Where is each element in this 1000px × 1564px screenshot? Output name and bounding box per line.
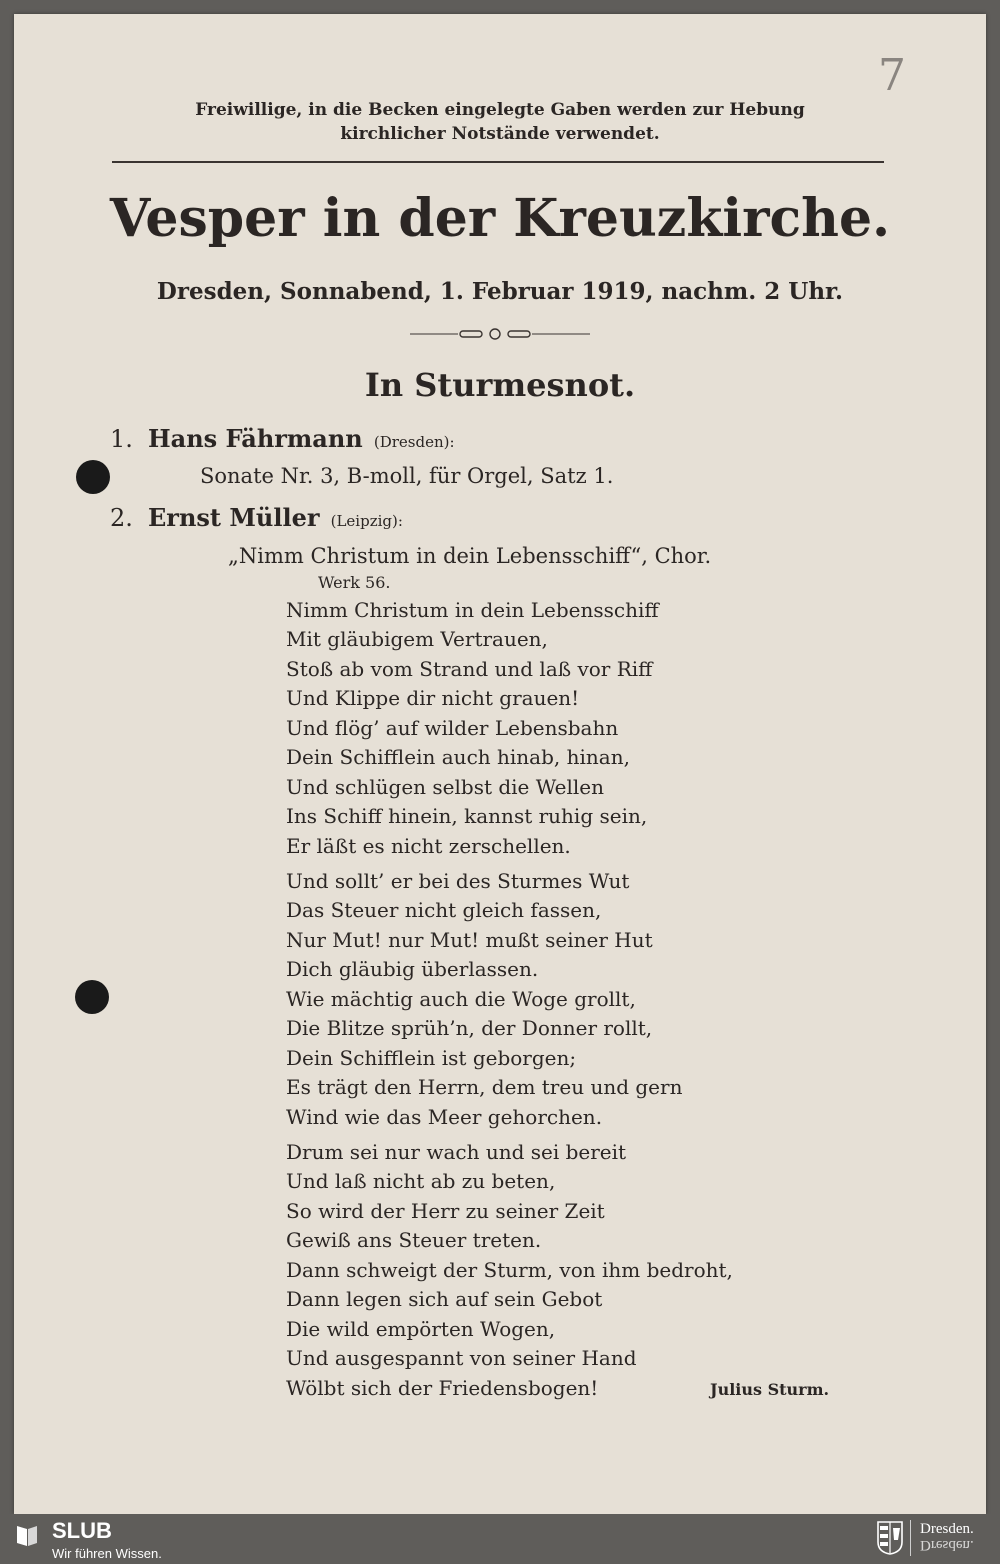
poem-line: Die wild empörten Wogen, — [286, 1317, 556, 1341]
page-number-mark — [856, 44, 916, 104]
composer-name: Ernst Müller — [148, 503, 320, 532]
event-date-line: Dresden, Sonnabend, 1. Februar 1919, nachm. 2 Uhr. — [156, 278, 844, 305]
program-item-1-work: Sonate Nr. 3, B-moll, für Orgel, Satz 1. — [200, 464, 614, 488]
poem-line: Gewiß ans Steuer treten. — [286, 1228, 542, 1252]
footer-separator — [910, 1520, 911, 1556]
composer-city: (Dresden): — [373, 433, 455, 451]
poem-line: Und laß nicht ab zu beten, — [286, 1169, 556, 1193]
slub-brand: SLUB — [52, 1518, 112, 1543]
program-item-number: 1. — [110, 425, 133, 453]
composer-name: Hans Fährmann — [148, 424, 363, 453]
offering-notice-line-2: kirchlicher Notstände verwendet. — [340, 124, 660, 144]
poem-line: Mit gläubigem Vertrauen, — [286, 627, 548, 651]
poem-line: Und ausgespannt von seiner Hand — [286, 1346, 637, 1370]
poem-line: So wird der Herr zu seiner Zeit — [286, 1199, 605, 1223]
section-title: In Sturmesnot. — [364, 366, 636, 404]
offering-notice — [0, 98, 1000, 146]
poem-line: Die Blitze sprüh’n, der Donner rollt, — [286, 1016, 653, 1040]
poem-line: Und Klippe dir nicht grauen! — [286, 686, 580, 710]
page-title: Vesper in der Kreuzkirche. — [109, 188, 891, 249]
program-item-number: 2. — [110, 504, 133, 532]
dresden-wordmark-line-2: Dresden. — [920, 1537, 974, 1553]
header-rule — [112, 161, 884, 163]
dresden-wordmark — [920, 1522, 974, 1552]
dresden-crest-icon — [876, 1520, 904, 1556]
poem-line: Stoß ab vom Strand und laß vor Riff — [286, 657, 653, 681]
ornament-divider — [410, 326, 590, 342]
poem-line: Und schlügen selbst die Wellen — [286, 775, 605, 799]
poem-line: Wind wie das Meer gehorchen. — [286, 1105, 603, 1129]
poem-line: Ins Schiff hinein, kannst ruhig sein, — [286, 804, 648, 828]
punch-hole — [76, 460, 110, 494]
program-item-1-heading — [110, 424, 455, 453]
poem-line: Dann legen sich auf sein Gebot — [286, 1287, 603, 1311]
svg-text:7: 7 — [878, 50, 906, 101]
punch-hole — [75, 980, 109, 1014]
poem-line: Dann schweigt der Sturm, von ihm bedroht, — [286, 1258, 733, 1282]
poem-author: Julius Sturm. — [710, 1380, 830, 1399]
poem-line: Nimm Christum in dein Lebensschiff — [286, 598, 659, 622]
poem-line: Dein Schifflein auch hinab, hinan, — [286, 745, 630, 769]
poem-line: Wölbt sich der Friedensbogen! — [286, 1376, 599, 1400]
program-item-2-work: „Nimm Christum in dein Lebensschiff“, Chor. — [228, 544, 712, 568]
program-item-2-heading — [110, 503, 403, 532]
dresden-wordmark-line-1: Dresden. — [920, 1521, 974, 1537]
composer-city: (Leipzig): — [330, 512, 403, 530]
poem-line: Drum sei nur wach und sei bereit — [286, 1140, 627, 1164]
poem-line: Dein Schifflein ist geborgen; — [286, 1046, 577, 1070]
poem-line: Und sollt’ er bei des Sturmes Wut — [286, 869, 630, 893]
poem-line: Nur Mut! nur Mut! mußt seiner Hut — [286, 928, 653, 952]
poem-line: Dich gläubig überlassen. — [286, 957, 539, 981]
poem-line: Er läßt es nicht zerschellen. — [286, 834, 571, 858]
slub-book-icon — [14, 1522, 40, 1548]
footer-bar — [0, 1514, 1000, 1564]
poem-line: Und flög’ auf wilder Lebensbahn — [286, 716, 619, 740]
poem-line: Das Steuer nicht gleich fassen, — [286, 898, 602, 922]
slub-tagline: Wir führen Wissen. — [52, 1546, 162, 1561]
poem-line: Wie mächtig auch die Woge grollt, — [286, 987, 636, 1011]
offering-notice-line-1: Freiwillige, in die Becken eingelegte Gaben werden zur Hebung — [195, 100, 805, 120]
poem-line: Es trägt den Herrn, dem treu und gern — [286, 1075, 683, 1099]
program-item-2-opus: Werk 56. — [318, 573, 391, 592]
